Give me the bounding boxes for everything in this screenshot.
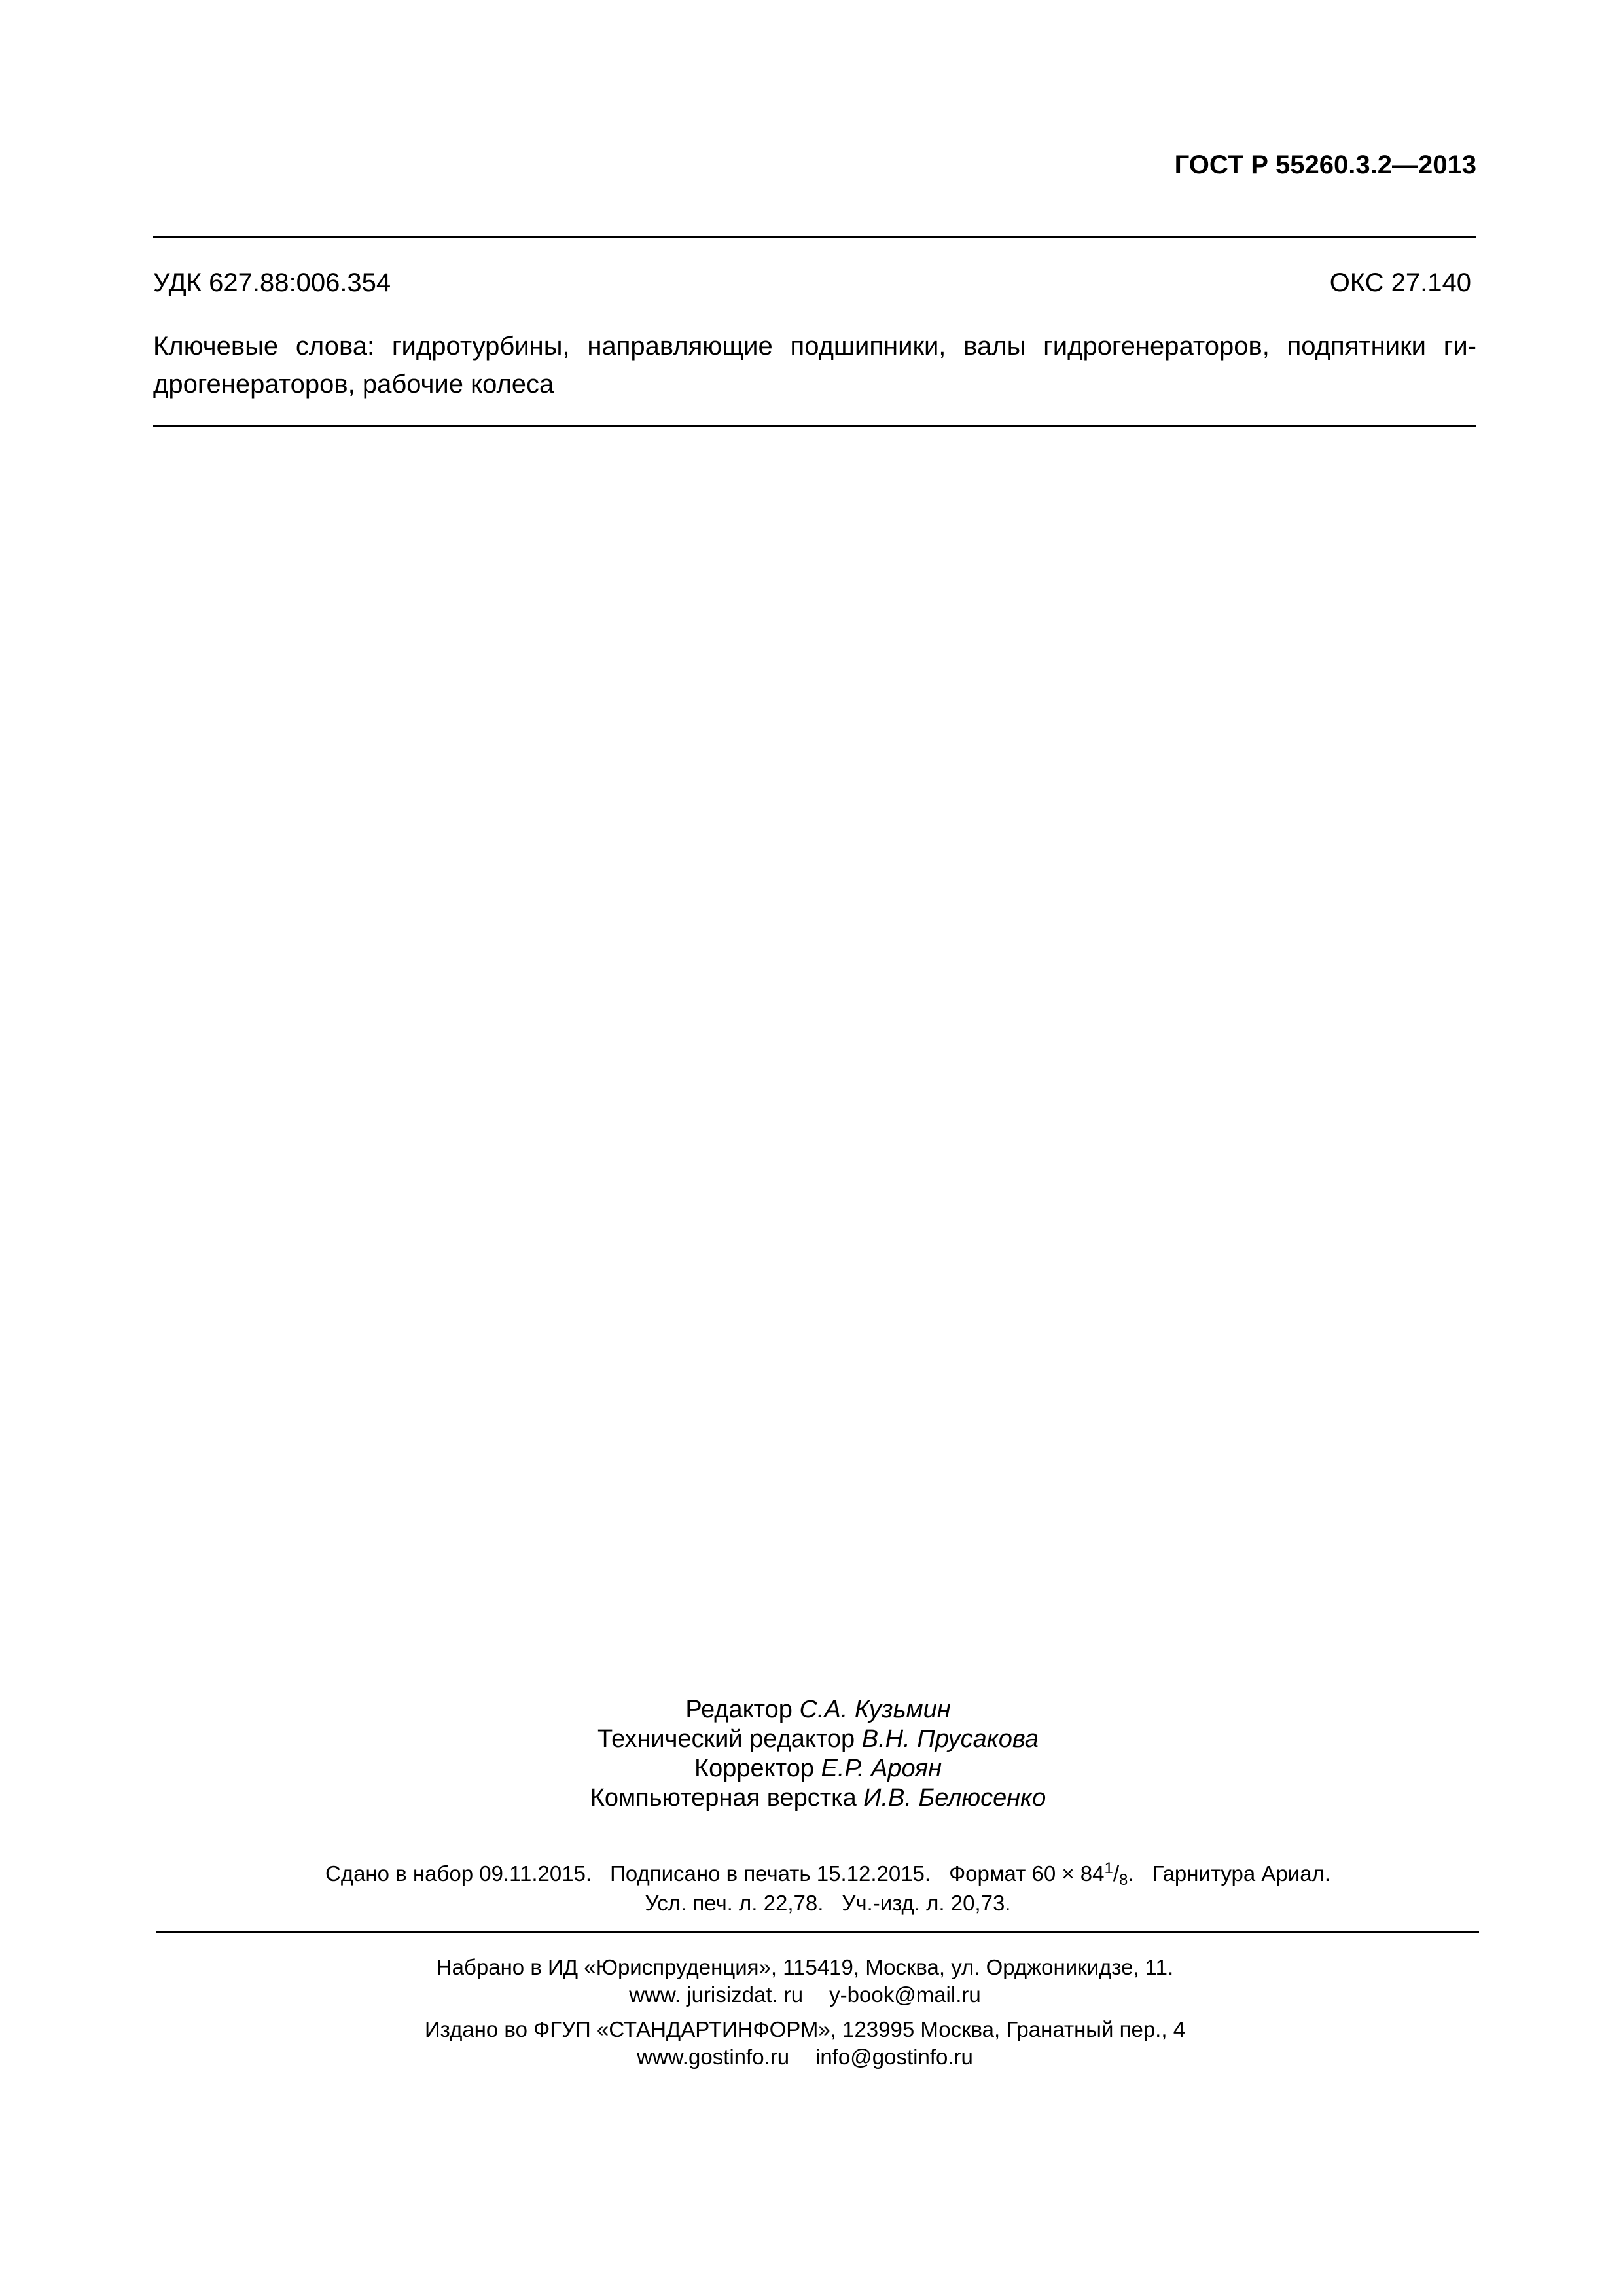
format-denominator: 8 [1119,1871,1128,1889]
keywords-line-1: Ключевые слова: гидротурбины, направляющие подшипники, валы гидрогенераторов, подпятники ги- [153,332,1476,361]
published-website-link[interactable]: www.gostinfo.ru [637,2045,790,2069]
staff-technical-editor [0,1725,1623,1754]
staff-name: С.А. Кузьмин [799,1696,951,1723]
typeset-info [0,1954,1610,2009]
staff-proofreader [0,1754,1623,1784]
staff-role: Технический редактор [597,1725,855,1753]
keywords-line-2: дрогенераторов, рабочие колеса [153,370,554,399]
typeset-email-link[interactable]: y-book@mail.ru [829,1982,981,2007]
submitted-date: Сдано в набор 09.11.2015. [325,1861,592,1886]
keywords-paragraph [153,327,1476,403]
staff-name: И.В. Белюсенко [863,1784,1046,1812]
oks-code: ОКС 27.140 [1329,268,1471,297]
document-code: ГОСТ Р 55260.3.2—2013 [1174,151,1476,179]
published-contacts [0,2043,1610,2071]
staff-role: Редактор [685,1696,793,1723]
typeset-website-link[interactable]: www. jurisizdat. ru [629,1982,804,2007]
print-info-line-2 [0,1888,1623,1918]
format-numerator: 1 [1104,1859,1113,1877]
typeface: Гарнитура Ариал. [1152,1861,1331,1886]
staff-role: Компьютерная верстка [590,1784,857,1812]
imprint-divider [156,1931,1479,1933]
typeset-address: Набрано в ИД «Юриспруденция», 115419, Москва, ул. Орджоникидзе, 11. [436,1955,1174,1979]
signed-date: Подписано в печать 15.12.2015. [610,1861,931,1886]
format-suffix: . [1128,1861,1134,1886]
published-email-link[interactable]: info@gostinfo.ru [815,2045,973,2069]
staff-role: Корректор [694,1755,814,1782]
udk-code: УДК 627.88:006.354 [153,268,391,297]
top-divider [153,236,1476,238]
publisher-sheets: Уч.-изд. л. 20,73. [842,1891,1011,1915]
staff-name: В.Н. Прусакова [861,1725,1039,1753]
published-address: Издано во ФГУП «СТАНДАРТИНФОРМ», 123995 Москва, Гранатный пер., 4 [424,2017,1186,2041]
keywords-divider [153,425,1476,427]
editorial-staff [0,1695,1623,1813]
print-information [0,1859,1623,1918]
published-info [0,2016,1610,2071]
print-info-line-1 [0,1859,1623,1888]
typeset-contacts [0,1981,1610,2009]
staff-layout [0,1784,1623,1813]
format-prefix: Формат 60 × 84 [949,1861,1105,1886]
paper-format: Формат $60 \times 84^1/_8$. [949,1859,1134,1889]
staff-name: Е.Р. Ароян [821,1755,942,1782]
staff-editor [0,1695,1623,1725]
printed-sheets: Усл. печ. л. 22,78. [645,1891,824,1915]
